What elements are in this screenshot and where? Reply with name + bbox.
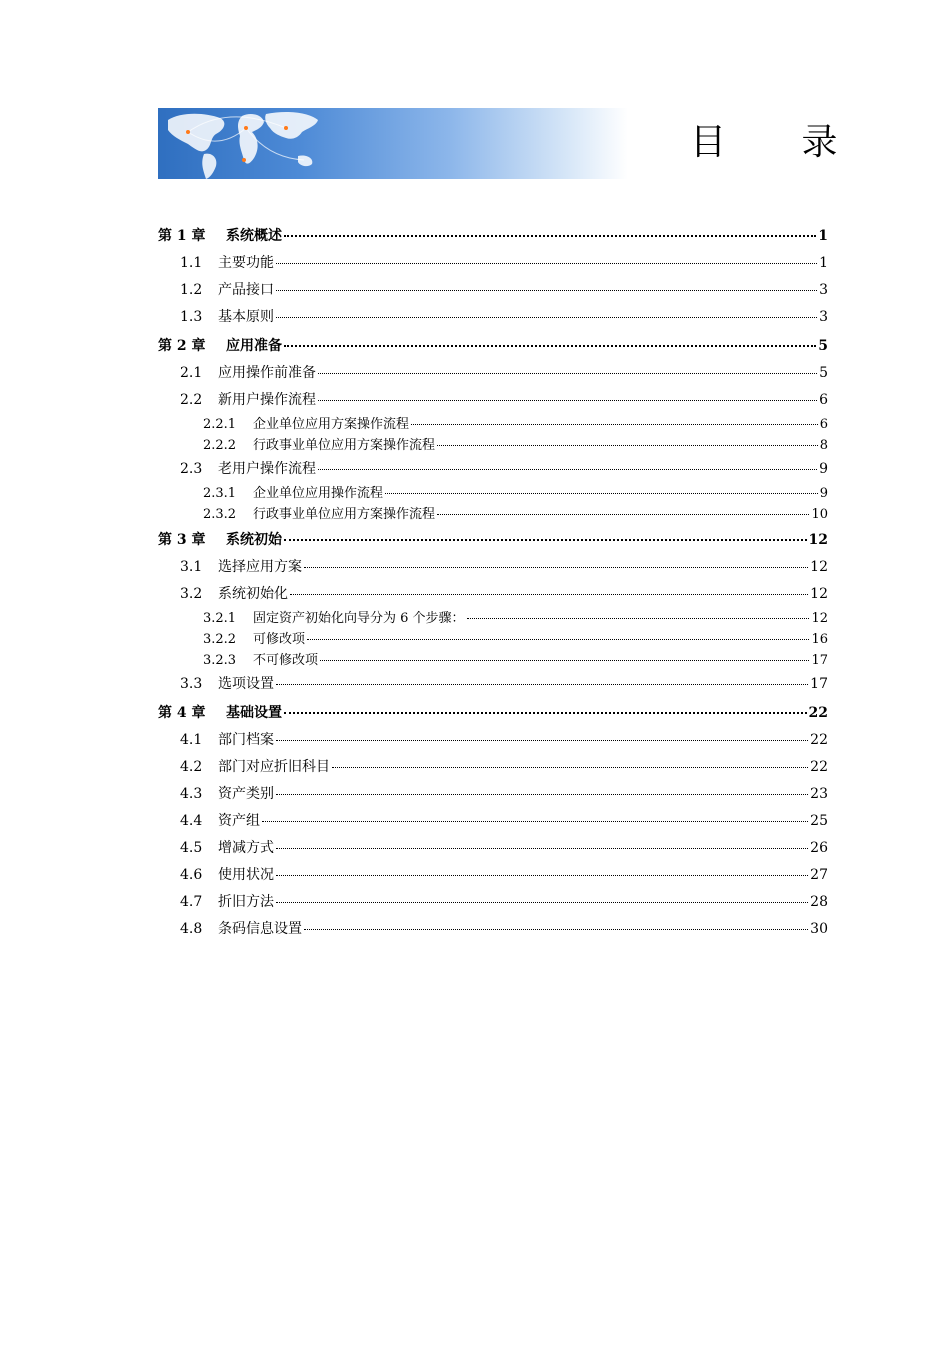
world-map-banner <box>158 108 628 179</box>
page-title: 目 录 <box>690 122 870 163</box>
toc-entry-title: 系统初始化 <box>218 586 288 602</box>
toc-entry-title: 条码信息设置 <box>218 921 302 937</box>
toc-entry-title: 可修改项 <box>253 632 306 647</box>
toc-entry-title: 基本原则 <box>218 309 274 325</box>
toc-entry[interactable] <box>158 581 828 608</box>
toc-entry-number: 4.8 <box>180 921 203 937</box>
toc-entry-number: 3.2.3 <box>203 653 237 668</box>
toc-entry-page: 1 <box>819 255 828 271</box>
toc-entry-number: 2.1 <box>180 365 203 381</box>
toc-entry-number: 第 4 章 <box>158 705 206 721</box>
toc-entry-page: 17 <box>811 653 828 668</box>
dot-leader <box>304 567 808 568</box>
toc-entry-page: 3 <box>819 282 828 298</box>
toc-entry-page: 12 <box>808 532 828 548</box>
toc-entry[interactable] <box>158 554 828 581</box>
toc-entry-number: 3.2 <box>180 586 203 602</box>
toc-entry-number: 4.4 <box>180 813 203 829</box>
toc-entry-title: 产品接口 <box>218 282 274 298</box>
toc-entry[interactable] <box>158 387 828 414</box>
toc-entry-number: 3.1 <box>180 559 203 575</box>
toc-entry-page: 27 <box>810 867 828 883</box>
toc-entry[interactable] <box>158 483 828 504</box>
toc-entry[interactable] <box>158 862 828 889</box>
dot-leader <box>318 469 817 470</box>
toc-entry-page: 12 <box>810 586 828 602</box>
dot-leader <box>276 848 808 849</box>
toc-entry-title: 企业单位应用操作流程 <box>253 486 384 501</box>
toc-entry-page: 22 <box>810 759 828 775</box>
toc-entry-page: 28 <box>810 894 828 910</box>
dot-leader <box>467 618 810 619</box>
toc-entry-number: 1.3 <box>180 309 203 325</box>
toc-entry-title: 固定资产初始化向导分为 6 个步骤： <box>253 611 465 626</box>
toc-entry-number: 3.2.2 <box>203 632 237 647</box>
dot-leader <box>284 345 816 347</box>
toc-entry-page: 12 <box>811 611 828 626</box>
toc-entry[interactable] <box>158 223 828 250</box>
toc-entry-number: 第 3 章 <box>158 532 206 548</box>
toc-entry-number: 2.2.1 <box>203 417 237 432</box>
toc-entry[interactable] <box>158 889 828 916</box>
toc-entry[interactable] <box>158 671 828 698</box>
toc-entry-title: 资产组 <box>218 813 260 829</box>
toc-entry-number: 4.6 <box>180 867 203 883</box>
toc-entry-page: 26 <box>810 840 828 856</box>
toc-entry-title: 部门对应折旧科目 <box>218 759 330 775</box>
toc-entry-number: 4.3 <box>180 786 203 802</box>
dot-leader <box>276 902 808 903</box>
toc-entry-title: 主要功能 <box>218 255 274 271</box>
toc-entry-number: 4.2 <box>180 759 203 775</box>
toc-entry-title: 企业单位应用方案操作流程 <box>253 417 410 432</box>
dot-leader <box>276 684 808 685</box>
toc-entry[interactable] <box>158 504 828 525</box>
dot-leader <box>262 821 808 822</box>
dot-leader <box>284 712 807 714</box>
dot-leader <box>411 424 818 425</box>
toc-entry[interactable] <box>158 608 828 629</box>
toc-entry-page: 9 <box>819 486 828 501</box>
toc-entry[interactable] <box>158 360 828 387</box>
toc-entry[interactable] <box>158 304 828 331</box>
dot-leader <box>437 445 818 446</box>
toc-entry-number: 1.2 <box>180 282 203 298</box>
toc-entry-page: 22 <box>810 732 828 748</box>
toc-entry-title: 资产类别 <box>218 786 274 802</box>
dot-leader <box>437 514 809 515</box>
toc-entry-page: 8 <box>819 438 828 453</box>
dot-leader <box>290 594 808 595</box>
toc-entry-number: 2.2.2 <box>203 438 237 453</box>
dot-leader <box>276 290 817 291</box>
toc-entry[interactable] <box>158 727 828 754</box>
dot-leader <box>307 639 809 640</box>
toc-entry-title: 增减方式 <box>218 840 274 856</box>
toc-entry-title: 行政事业单位应用方案操作流程 <box>253 507 436 522</box>
dot-leader <box>276 794 808 795</box>
toc-entry-page: 9 <box>819 461 828 477</box>
toc-entry[interactable] <box>158 650 828 671</box>
toc-entry-page: 6 <box>819 392 828 408</box>
toc-entry-page: 30 <box>810 921 828 937</box>
toc-entry-number: 第 2 章 <box>158 338 206 354</box>
toc-entry-number: 1.1 <box>180 255 203 271</box>
toc-entry-title: 系统初始 <box>226 532 282 548</box>
toc-entry-title: 不可修改项 <box>253 653 319 668</box>
dot-leader <box>284 235 816 237</box>
toc-entry-number: 2.3.2 <box>203 507 237 522</box>
toc-entry[interactable] <box>158 916 828 943</box>
toc-entry-number: 4.1 <box>180 732 203 748</box>
toc-entry-page: 10 <box>811 507 828 522</box>
dot-leader <box>320 660 809 661</box>
toc-entry-number: 2.3 <box>180 461 203 477</box>
toc-entry-page: 25 <box>810 813 828 829</box>
dot-leader <box>318 400 817 401</box>
dot-leader <box>284 539 807 541</box>
toc-entry-number: 3.2.1 <box>203 611 237 626</box>
toc-entry-page: 23 <box>810 786 828 802</box>
toc-entry[interactable] <box>158 277 828 304</box>
toc-entry[interactable] <box>158 835 828 862</box>
dot-leader <box>276 317 817 318</box>
dot-leader <box>385 493 818 494</box>
toc-entry[interactable] <box>158 781 828 808</box>
toc-entry-page: 1 <box>818 228 828 244</box>
toc-entry-title: 使用状况 <box>218 867 274 883</box>
toc-entry-page: 17 <box>810 676 828 692</box>
toc-entry[interactable] <box>158 333 828 360</box>
toc-entry[interactable] <box>158 250 828 277</box>
toc-entry-number: 4.5 <box>180 840 203 856</box>
toc-entry-title: 基础设置 <box>226 705 282 721</box>
toc-entry-page: 12 <box>810 559 828 575</box>
toc-entry-title: 应用准备 <box>226 338 282 354</box>
toc-entry-page: 5 <box>819 365 828 381</box>
toc-entry[interactable] <box>158 414 828 435</box>
toc-entry-page: 5 <box>818 338 828 354</box>
toc-entry-number: 3.3 <box>180 676 203 692</box>
toc-entry[interactable] <box>158 808 828 835</box>
toc-entry-page: 3 <box>819 309 828 325</box>
toc-entry-title: 部门档案 <box>218 732 274 748</box>
dot-leader <box>276 740 808 741</box>
toc-entry[interactable] <box>158 527 828 554</box>
toc-entry-number: 4.7 <box>180 894 203 910</box>
dot-leader <box>276 263 817 264</box>
toc-entry[interactable] <box>158 700 828 727</box>
toc-entry[interactable] <box>158 435 828 456</box>
toc-entry-title: 行政事业单位应用方案操作流程 <box>253 438 436 453</box>
toc-entry-page: 22 <box>808 705 828 721</box>
toc-entry-page: 6 <box>819 417 828 432</box>
toc-entry-title: 新用户操作流程 <box>218 392 316 408</box>
dot-leader <box>318 373 817 374</box>
toc-entry-title: 应用操作前准备 <box>218 365 316 381</box>
toc-entry-title: 选项设置 <box>218 676 274 692</box>
toc-entry-title: 选择应用方案 <box>218 559 302 575</box>
dot-leader <box>304 929 808 930</box>
toc-entry[interactable] <box>158 456 828 483</box>
dot-leader <box>332 767 808 768</box>
toc-entry-number: 第 1 章 <box>158 228 206 244</box>
toc-entry-title: 折旧方法 <box>218 894 274 910</box>
dot-leader <box>276 875 808 876</box>
toc-entry-title: 系统概述 <box>226 228 282 244</box>
toc-entry-number: 2.2 <box>180 392 203 408</box>
table-of-contents <box>158 221 828 943</box>
toc-entry[interactable] <box>158 754 828 781</box>
toc-entry-title: 老用户操作流程 <box>218 461 316 477</box>
toc-entry[interactable] <box>158 629 828 650</box>
world-map-icon <box>158 108 628 179</box>
toc-entry-number: 2.3.1 <box>203 486 237 501</box>
toc-entry-page: 16 <box>811 632 828 647</box>
